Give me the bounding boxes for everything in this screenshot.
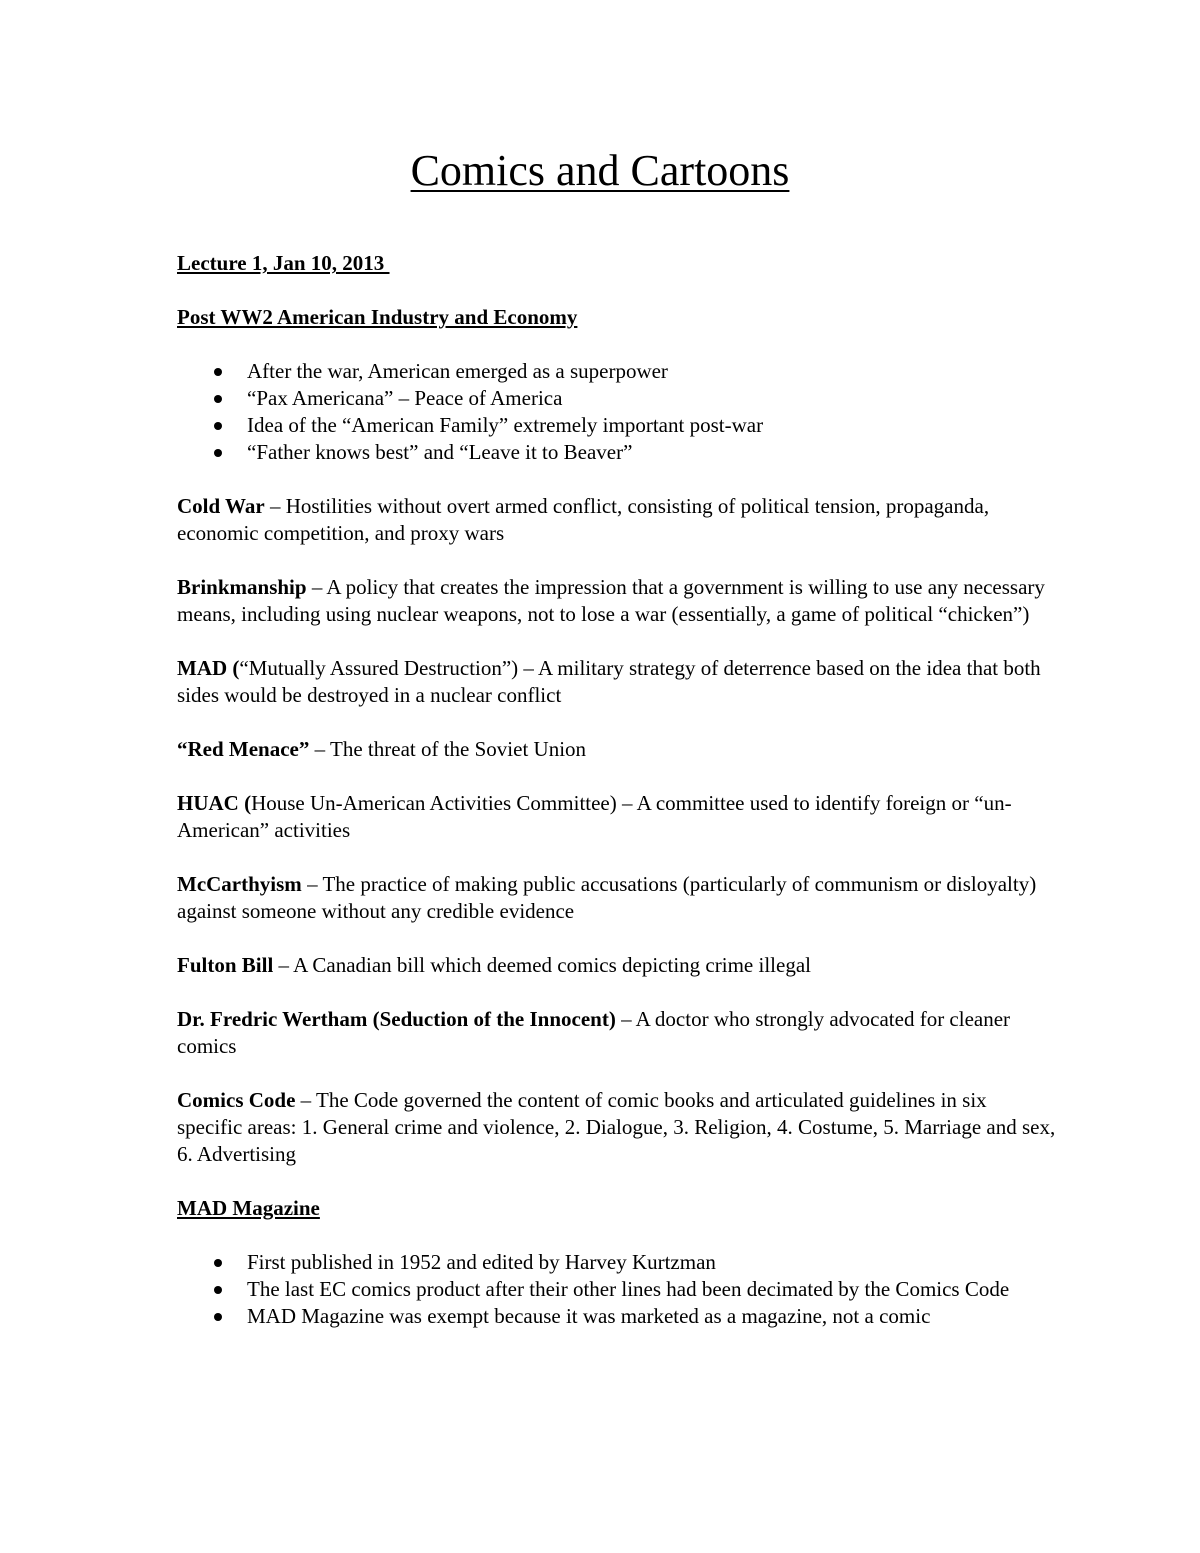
list-item — [177, 412, 1057, 439]
definition-huac — [177, 790, 1057, 844]
definition-term: MAD ( — [177, 656, 240, 680]
definition-text: The practice of making public accusations (particularly of communism or disloyalty) against someone without any credible evidence — [177, 872, 1037, 923]
definition-term: “Red Menace” — [177, 737, 310, 761]
definition-mccarthyism — [177, 871, 1057, 925]
list-item-text: “Pax Americana” – Peace of America — [247, 386, 563, 410]
lecture-heading: Lecture 1, Jan 10, 2013 — [177, 251, 390, 275]
list-item-text: “Father knows best” and “Leave it to Beaver” — [247, 440, 633, 464]
list-item — [177, 1249, 1057, 1276]
definition-text: The threat of the Soviet Union — [330, 737, 587, 761]
definition-term: Comics Code — [177, 1088, 296, 1112]
document-title: Comics and Cartoons — [410, 146, 790, 195]
definition-separator: – — [615, 1007, 636, 1031]
definition-red-menace — [177, 736, 1057, 763]
definition-wertham — [177, 1006, 1057, 1060]
list-item — [177, 385, 1057, 412]
definition-text: A Canadian bill which deemed comics depicting crime illegal — [293, 953, 811, 977]
list-item-text: The last EC comics product after their other lines had been decimated by the Comics Code — [247, 1277, 1010, 1301]
definition-text: “Mutually Assured Destruction”) – A military strategy of deterrence based on the idea that both sides would be destroyed in a nuclear conflict — [177, 656, 1041, 707]
bullet-icon — [214, 1313, 222, 1321]
definition-separator: – — [264, 494, 286, 518]
definition-comics-code — [177, 1087, 1057, 1168]
definition-term: Cold War — [177, 494, 265, 518]
bullet-icon — [214, 449, 222, 457]
definition-separator: – — [273, 953, 294, 977]
definition-separator: – — [309, 737, 331, 761]
list-item-text: After the war, American emerged as a superpower — [247, 359, 668, 383]
bullet-icon — [214, 422, 222, 430]
list-item — [177, 439, 1057, 466]
section-heading-mad-magazine: MAD Magazine — [177, 1196, 320, 1220]
definition-term: Dr. Fredric Wertham (Seduction of the Innocent) — [177, 1007, 616, 1031]
definition-text: House Un-American Activities Committee) – A committee used to identify foreign or “un-American” activities — [177, 791, 1012, 842]
list-item — [177, 1303, 1057, 1330]
bullet-icon — [214, 395, 222, 403]
list-item-text: Idea of the “American Family” extremely important post-war — [247, 413, 764, 437]
bullet-icon — [214, 368, 222, 376]
list-item — [177, 358, 1057, 385]
definition-text: A policy that creates the impression that a government is willing to use any necessary means, including using nuclear weapons, not to lose a war (essentially, a game of political “chicken”) — [177, 575, 1045, 626]
list-item — [177, 1276, 1057, 1303]
definition-text: A doctor who strongly advocated for cleaner comics — [177, 1007, 1011, 1058]
bullet-icon — [214, 1259, 222, 1267]
definition-term: HUAC ( — [177, 791, 252, 815]
definition-separator: – — [295, 1088, 317, 1112]
definition-separator: – — [301, 872, 323, 896]
list-item-text: First published in 1952 and edited by Harvey Kurtzman — [247, 1250, 716, 1274]
section-heading-post-ww2: Post WW2 American Industry and Economy — [177, 305, 578, 329]
document-body — [177, 250, 1057, 1330]
bullet-list-mad-magazine — [177, 1249, 1057, 1330]
definition-mad — [177, 655, 1057, 709]
definition-fulton-bill — [177, 952, 1057, 979]
definition-cold-war — [177, 493, 1057, 547]
bullet-icon — [214, 1286, 222, 1294]
definition-brinkmanship — [177, 574, 1057, 628]
definition-text: The Code governed the content of comic books and articulated guidelines in six specific areas: 1. General crime and violence, 2. Dialogue, 3. Religion, 4. Costume, 5. Marriage and sex, 6. Advertising — [177, 1088, 1056, 1166]
list-item-text: MAD Magazine was exempt because it was marketed as a magazine, not a comic — [247, 1304, 931, 1328]
definition-term: Fulton Bill — [177, 953, 274, 977]
definition-term: McCarthyism — [177, 872, 302, 896]
definition-text: Hostilities without overt armed conflict, consisting of political tension, propaganda, economic competition, and proxy wars — [177, 494, 990, 545]
bullet-list-post-ww2 — [177, 358, 1057, 466]
definition-term: Brinkmanship — [177, 575, 307, 599]
definition-separator: – — [306, 575, 327, 599]
